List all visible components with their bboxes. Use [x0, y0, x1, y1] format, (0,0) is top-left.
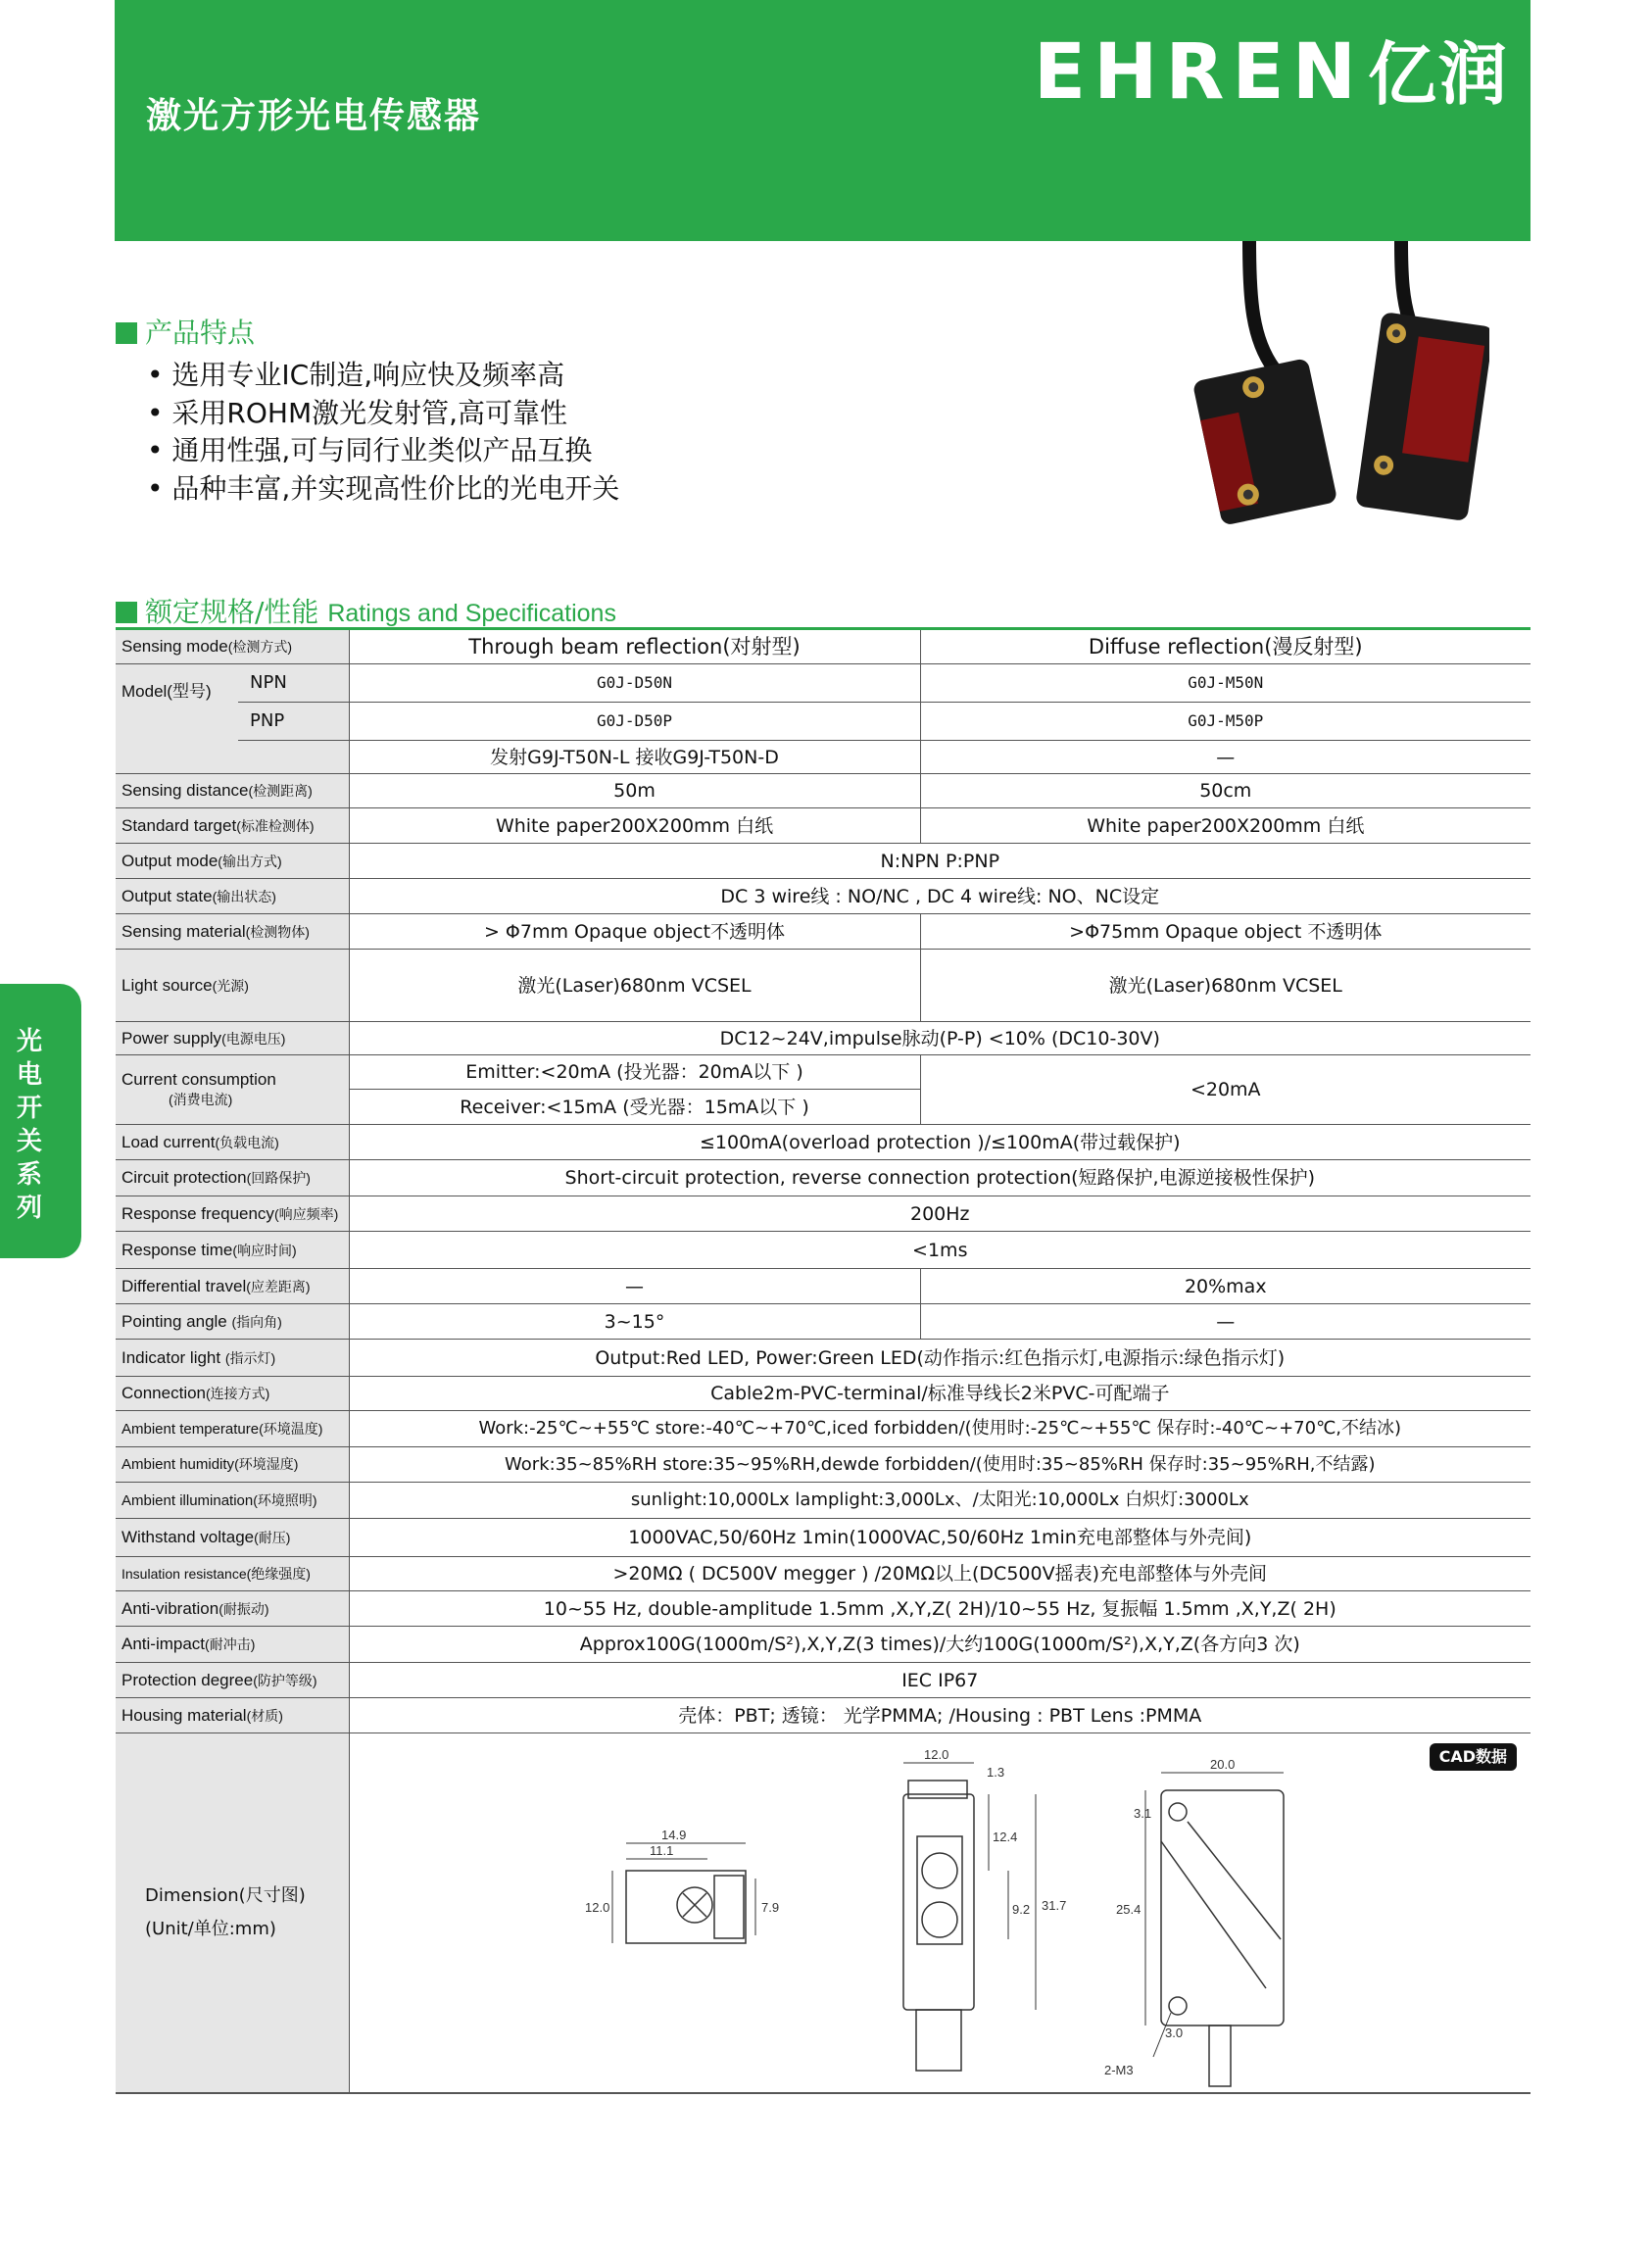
table-row — [116, 1160, 1531, 1196]
row-label: Power supply(电源电压) — [116, 1022, 349, 1055]
cell: G0J-M50N — [920, 664, 1531, 703]
dim-label: 3.1 — [1133, 1806, 1151, 1822]
feature-item: • 通用性强,可与同行业类似产品互换 — [147, 432, 619, 470]
row-label: Response frequency(响应频率) — [116, 1196, 349, 1232]
cell: N:NPN P:PNP — [349, 844, 1531, 879]
logo-en: EHREN — [1033, 28, 1364, 117]
table-row — [116, 703, 1531, 741]
row-label: Withstand voltage(耐压) — [116, 1519, 349, 1557]
table-row — [116, 1377, 1531, 1411]
row-label: Response time(响应时间) — [116, 1232, 349, 1269]
row-label: Ambient illumination(环境照明) — [116, 1483, 349, 1519]
table-row — [116, 879, 1531, 914]
row-label: Output mode(输出方式) — [116, 844, 349, 879]
cell: 激光(Laser)680nm VCSEL — [920, 950, 1531, 1022]
row-label: Sensing material(检测物体) — [116, 914, 349, 950]
row-label: Ambient temperature(环境温度) — [116, 1411, 349, 1447]
table-row — [116, 1125, 1531, 1160]
cell: Work:35~85%RH store:35~95%RH,dewde forbidden/(使用时:35~85%RH 保存时:35~95%RH,不结露) — [349, 1447, 1531, 1483]
row-label: Connection(连接方式) — [116, 1377, 349, 1411]
row-label: Sensing mode(检测方式) — [116, 629, 349, 664]
table-row — [116, 950, 1531, 1022]
row-label: Output state(输出状态) — [116, 879, 349, 914]
sub-label: PNP — [238, 703, 349, 741]
cell: > Φ7mm Opaque object不透明体 — [349, 914, 920, 950]
dim-label: 25.4 — [1115, 1902, 1141, 1918]
cell: Cable2m-PVC-terminal/标准导线长2米PVC-可配端子 — [349, 1377, 1531, 1411]
cell: — — [349, 1269, 920, 1304]
dimension-drawings — [350, 1733, 1526, 2091]
row-label: Dimension(尺寸图) (Unit/单位:mm) — [116, 1733, 349, 2093]
table-row — [116, 1519, 1531, 1557]
header-banner — [115, 0, 1531, 241]
logo-cn: 亿润 — [1368, 34, 1509, 115]
table-row — [116, 1411, 1531, 1447]
brand-logo — [1034, 20, 1509, 119]
table-row — [116, 1447, 1531, 1483]
cell: DC12~24V,impulse脉动(P-P) <10% (DC10-30V) — [349, 1022, 1531, 1055]
cad-data-button[interactable]: CAD数据 — [1430, 1743, 1517, 1771]
cell: Short-circuit protection, reverse connection protection(短路保护,电源逆接极性保护) — [349, 1160, 1531, 1196]
cell: G0J-D50N — [349, 664, 920, 703]
dim-label: 31.7 — [1041, 1898, 1066, 1914]
cell: — — [920, 741, 1531, 774]
dim-label: 2-M3 — [1103, 2063, 1134, 2078]
feature-item: • 选用专业IC制造,响应快及频率高 — [147, 357, 619, 395]
table-row — [116, 1055, 1531, 1090]
cell: G0J-D50P — [349, 703, 920, 741]
page-title: 激光方形光电传感器 — [146, 96, 482, 136]
table-row — [116, 1627, 1531, 1663]
cell: 10~55 Hz, double-amplitude 1.5mm ,X,Y,Z( 2H)/10~55 Hz, 复振幅 1.5mm ,X,Y,Z( 2H) — [349, 1591, 1531, 1627]
row-label: Light source(光源) — [116, 950, 349, 1022]
cell: Work:-25℃~+55℃ store:-40℃~+70℃,iced forbidden/(使用时:-25℃~+55℃ 保存时:-40℃~+70℃,不结冰) — [349, 1411, 1531, 1447]
table-row — [116, 1557, 1531, 1591]
row-label: Load current(负载电流) — [116, 1125, 349, 1160]
cell: 50m — [349, 774, 920, 808]
cell: <1ms — [349, 1232, 1531, 1269]
cell: — — [920, 1304, 1531, 1340]
square-bullet-icon — [116, 602, 137, 623]
cell: Through beam reflection(对射型) — [349, 629, 920, 664]
table-row — [116, 1269, 1531, 1304]
dim-label: 7.9 — [760, 1900, 779, 1916]
cell: 壳体：PBT; 透镜： 光学PMMA; /Housing : PBT Lens :PMMA — [349, 1698, 1531, 1733]
cell: 20%max — [920, 1269, 1531, 1304]
cell: Receiver:<15mA (受光器：15mA以下 ) — [349, 1090, 920, 1125]
table-row — [116, 1340, 1531, 1377]
cell: G0J-M50P — [920, 703, 1531, 741]
table-row — [116, 629, 1531, 664]
dim-label: 1.3 — [986, 1765, 1004, 1781]
cell: Emitter:<20mA (投光器：20mA以下 ) — [349, 1055, 920, 1090]
table-row — [116, 1022, 1531, 1055]
dim-label: 20.0 — [1209, 1757, 1235, 1773]
row-label: Anti-vibration(耐振动) — [116, 1591, 349, 1627]
dim-label: 14.9 — [660, 1828, 686, 1843]
cell: 50cm — [920, 774, 1531, 808]
cell: 3~15° — [349, 1304, 920, 1340]
cell: <20mA — [920, 1055, 1531, 1125]
cell: 200Hz — [349, 1196, 1531, 1232]
table-row — [116, 741, 1531, 774]
table-row — [116, 844, 1531, 879]
sub-label — [238, 741, 349, 774]
cell: >20MΩ ( DC500V megger ) /20MΩ以上(DC500V摇表)充电部整体与外壳间 — [349, 1557, 1531, 1591]
square-bullet-icon — [116, 322, 137, 344]
cell: ≤100mA(overload protection )/≤100mA(带过载保护) — [349, 1125, 1531, 1160]
row-label: Ambient humidity(环境湿度) — [116, 1447, 349, 1483]
feature-item: • 采用ROHM激光发射管,高可靠性 — [147, 395, 619, 433]
table-row — [116, 774, 1531, 808]
feature-item: • 品种丰富,并实现高性价比的光电开关 — [147, 470, 619, 509]
table-row — [116, 914, 1531, 950]
cell: sunlight:10,000Lx lamplight:3,000Lx、/太阳光:10,000Lx 白炽灯:3000Lx — [349, 1483, 1531, 1519]
row-label: Anti-impact(耐冲击) — [116, 1627, 349, 1663]
table-row — [116, 1733, 1531, 2093]
dimension-drawing-cell — [349, 1733, 1531, 2093]
table-row — [116, 1591, 1531, 1627]
row-label: Indicator light (指示灯) — [116, 1340, 349, 1377]
cell: IEC IP67 — [349, 1663, 1531, 1698]
table-row — [116, 1483, 1531, 1519]
cell: 1000VAC,50/60Hz 1min(1000VAC,50/60Hz 1min充电部整体与外壳间) — [349, 1519, 1531, 1557]
table-row — [116, 1663, 1531, 1698]
dim-label: 9.2 — [1011, 1902, 1030, 1918]
table-row — [116, 664, 1531, 703]
features-title: 产品特点 — [116, 312, 255, 351]
row-label: Protection degree(防护等级) — [116, 1663, 349, 1698]
product-photo — [1176, 241, 1489, 535]
table-row — [116, 1232, 1531, 1269]
row-label: Differential travel(应差距离) — [116, 1269, 349, 1304]
sub-label: NPN — [238, 664, 349, 703]
row-label: Circuit protection(回路保护) — [116, 1160, 349, 1196]
row-label: Pointing angle (指向角) — [116, 1304, 349, 1340]
cell: 激光(Laser)680nm VCSEL — [349, 950, 920, 1022]
cell: Diffuse reflection(漫反射型) — [920, 629, 1531, 664]
row-label: Housing material(材质) — [116, 1698, 349, 1733]
specs-table — [116, 627, 1531, 2094]
cell: 发射G9J-T50N-L 接收G9J-T50N-D — [349, 741, 920, 774]
row-label: Current consumption (消费电流) — [116, 1055, 349, 1125]
dim-label: 11.1 — [649, 1843, 673, 1859]
side-category-tab — [0, 984, 81, 1258]
table-row — [116, 808, 1531, 844]
specs-title: 额定规格/性能 Ratings and Specifications — [116, 591, 616, 630]
side-tab-text: 光 电 开 关 系 列 — [16, 1027, 42, 1223]
table-row — [116, 1196, 1531, 1232]
cell: Approx100G(1000m/S²),X,Y,Z(3 times)/大约100G(1000m/S²),X,Y,Z(各方向3 次) — [349, 1627, 1531, 1663]
row-label: Model(型号) — [116, 664, 238, 774]
dim-label: 12.4 — [992, 1830, 1017, 1845]
dim-label: 3.0 — [1164, 2025, 1183, 2041]
row-label: Standard target(标准检测体) — [116, 808, 349, 844]
cell: White paper200X200mm 白纸 — [349, 808, 920, 844]
cell: White paper200X200mm 白纸 — [920, 808, 1531, 844]
table-row — [116, 1304, 1531, 1340]
features-list — [147, 357, 619, 508]
dim-label: 12.0 — [584, 1900, 609, 1916]
cell: >Φ75mm Opaque object 不透明体 — [920, 914, 1531, 950]
table-row — [116, 1698, 1531, 1733]
row-label: Insulation resistance(绝缘强度) — [116, 1557, 349, 1591]
dim-label: 12.0 — [923, 1747, 948, 1763]
cell: Output:Red LED, Power:Green LED(动作指示:红色指示灯,电源指示:绿色指示灯) — [349, 1340, 1531, 1377]
row-label: Sensing distance(检测距离) — [116, 774, 349, 808]
cell: DC 3 wire线 : NO/NC , DC 4 wire线: NO、NC设定 — [349, 879, 1531, 914]
